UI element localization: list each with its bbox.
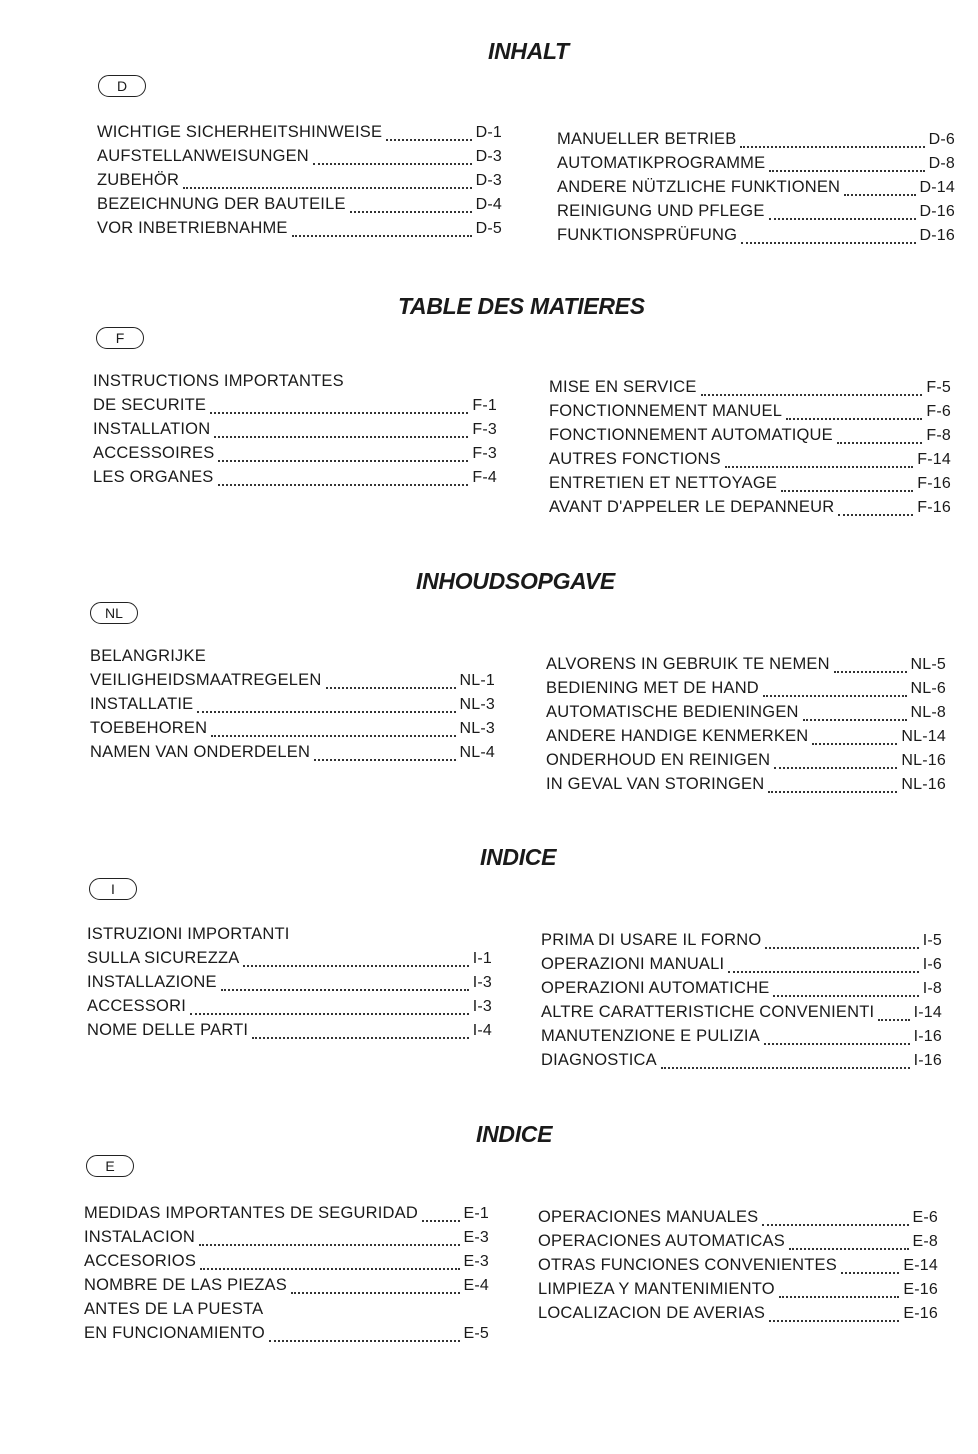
toc-entry	[93, 420, 497, 444]
section-title: INDICE	[480, 844, 557, 870]
toc-entry	[549, 474, 951, 498]
toc-entry	[538, 1304, 938, 1328]
dot-leader	[764, 1042, 910, 1045]
toc-entry-label: NOME DELLE PARTI	[87, 1021, 249, 1039]
toc-entry-page: I-14	[913, 1004, 942, 1021]
dot-leader	[701, 393, 923, 396]
toc-entry	[557, 178, 955, 202]
toc-entry-page: D-1	[475, 124, 502, 141]
toc-entry	[541, 1003, 942, 1027]
dot-leader	[386, 138, 471, 141]
toc-entry	[546, 655, 946, 679]
toc-entry-page: E-14	[903, 1257, 938, 1274]
dot-leader	[221, 988, 469, 991]
toc-entry	[97, 219, 502, 243]
toc-entry	[557, 202, 955, 226]
toc-entry-page: I-3	[472, 998, 492, 1015]
toc-left-column	[84, 1204, 489, 1348]
dot-leader	[781, 489, 913, 492]
toc-entry-page: NL-1	[459, 672, 495, 689]
toc-entry-label: ONDERHOUD EN REINIGEN	[546, 751, 771, 769]
toc-entry	[541, 931, 942, 955]
dot-leader	[211, 734, 455, 737]
dot-leader	[210, 411, 468, 414]
toc-entry-label: ANTES DE LA PUESTA	[84, 1300, 264, 1318]
toc-entry-page: E-6	[912, 1209, 938, 1226]
toc-entry-page: F-4	[472, 469, 497, 486]
dot-leader	[197, 710, 455, 713]
toc-entry-page: NL-4	[459, 744, 495, 761]
toc-entry-page: E-1	[463, 1205, 489, 1222]
toc-entry-page: F-16	[917, 475, 951, 492]
toc-entry	[90, 743, 495, 767]
dot-leader	[765, 946, 918, 949]
dot-leader	[838, 513, 913, 516]
toc-entry-label: ANDERE NÜTZLICHE FUNKTIONEN	[557, 178, 841, 196]
dot-leader	[243, 964, 468, 967]
dot-leader	[803, 718, 907, 721]
toc-entry-page: NL-14	[901, 728, 946, 745]
toc-entry-label: DE SECURITE	[93, 396, 207, 414]
toc-entry	[87, 925, 492, 949]
toc-left-column	[97, 123, 502, 243]
toc-entry-label: TOEBEHOREN	[90, 719, 208, 737]
dot-leader	[291, 1291, 460, 1294]
toc-entry-label: OPERACIONES AUTOMATICAS	[538, 1232, 785, 1250]
language-badge: I	[89, 878, 137, 900]
dot-leader	[789, 1247, 909, 1250]
toc-entry	[93, 396, 497, 420]
toc-entry	[557, 130, 955, 154]
toc-entry-page: NL-16	[901, 776, 946, 793]
toc-entry	[90, 671, 495, 695]
toc-entry-label: LIMPIEZA Y MANTENIMIENTO	[538, 1280, 775, 1298]
dot-leader	[294, 942, 488, 943]
toc-entry-label: OPERAZIONI AUTOMATICHE	[541, 979, 770, 997]
toc-entry	[549, 402, 951, 426]
toc-entry-label: ACCESSOIRES	[93, 444, 215, 462]
toc-entry-page: D-5	[475, 220, 502, 237]
toc-entry-label: ANDERE HANDIGE KENMERKEN	[546, 727, 809, 745]
dot-leader	[763, 694, 907, 697]
toc-entry-label: AVANT D'APPELER LE DEPANNEUR	[549, 498, 835, 516]
toc-entry-label: VEILIGHEIDSMAATREGELEN	[90, 671, 322, 689]
dot-leader	[267, 1317, 485, 1318]
toc-entry-label: SULLA SICUREZZA	[87, 949, 240, 967]
toc-entry-page: E-16	[903, 1305, 938, 1322]
dot-leader	[779, 1295, 900, 1298]
toc-left-column	[93, 372, 497, 492]
section-title: TABLE DES MATIERES	[398, 293, 645, 319]
toc-entry-page: E-8	[912, 1233, 938, 1250]
toc-entry-label: BEDIENING MET DE HAND	[546, 679, 759, 697]
toc-entry	[546, 751, 946, 775]
toc-entry-label: NAMEN VAN ONDERDELEN	[90, 743, 311, 761]
toc-entry-page: I-4	[472, 1022, 492, 1039]
toc-entry	[84, 1276, 489, 1300]
dot-leader	[837, 441, 923, 444]
dot-leader	[190, 1012, 469, 1015]
toc-entry	[87, 973, 492, 997]
toc-entry-label: FUNKTIONSPRÜFUNG	[557, 226, 738, 244]
toc-entry-page: F-1	[472, 397, 497, 414]
dot-leader	[741, 241, 915, 244]
dot-leader	[350, 210, 472, 213]
dot-leader	[740, 145, 924, 148]
toc-entry-label: NOMBRE DE LAS PIEZAS	[84, 1276, 287, 1294]
dot-leader	[313, 162, 472, 165]
toc-entry	[541, 955, 942, 979]
toc-entry	[87, 1021, 492, 1045]
section-title: INHALT	[488, 38, 569, 64]
toc-entry-label: OPERAZIONI MANUALI	[541, 955, 725, 973]
toc-entry	[84, 1228, 489, 1252]
toc-entry-label: IN GEVAL VAN STORINGEN	[546, 775, 765, 793]
toc-right-column	[546, 655, 946, 799]
toc-entry-label: FONCTIONNEMENT MANUEL	[549, 402, 783, 420]
toc-entry	[549, 450, 951, 474]
toc-entry	[546, 727, 946, 751]
toc-entry-label: LOCALIZACION DE AVERIAS	[538, 1304, 766, 1322]
toc-entry-page: I-1	[472, 950, 492, 967]
dot-leader	[841, 1271, 899, 1274]
toc-entry-label: ISTRUZIONI IMPORTANTI	[87, 925, 290, 943]
toc-entry	[557, 226, 955, 250]
toc-entry-page: NL-8	[910, 704, 946, 721]
language-badge: E	[86, 1155, 134, 1177]
dot-leader	[183, 186, 472, 189]
toc-entry-page: D-16	[919, 227, 955, 244]
dot-leader	[762, 1223, 908, 1226]
toc-entry-page: I-5	[922, 932, 942, 949]
dot-leader	[200, 1267, 459, 1270]
toc-entry	[549, 498, 951, 522]
toc-entry-page: F-3	[472, 421, 497, 438]
toc-entry	[541, 1027, 942, 1051]
toc-entry	[549, 426, 951, 450]
toc-entry-page: F-5	[926, 379, 951, 396]
toc-entry-label: REINIGUNG UND PFLEGE	[557, 202, 765, 220]
toc-entry-page: E-5	[463, 1325, 489, 1342]
language-badge: D	[98, 75, 146, 97]
toc-entry-page: D-3	[475, 148, 502, 165]
toc-entry-label: LES ORGANES	[93, 468, 214, 486]
toc-entry-page: E-16	[903, 1281, 938, 1298]
toc-entry-label: ENTRETIEN ET NETTOYAGE	[549, 474, 778, 492]
toc-right-column	[549, 378, 951, 522]
toc-entry-page: D-6	[928, 131, 955, 148]
toc-entry	[97, 195, 502, 219]
dot-leader	[769, 1319, 899, 1322]
toc-entry-label: BELANGRIJKE	[90, 647, 206, 665]
toc-entry-page: NL-3	[459, 720, 495, 737]
toc-entry-page: F-8	[926, 427, 951, 444]
toc-entry-label: INSTALLAZIONE	[87, 973, 217, 991]
toc-entry-label: AUTOMATIKPROGRAMME	[557, 154, 766, 172]
toc-entry	[84, 1204, 489, 1228]
toc-entry	[93, 468, 497, 492]
toc-entry-page: D-3	[475, 172, 502, 189]
toc-left-column	[87, 925, 492, 1045]
toc-entry-label: OTRAS FUNCIONES CONVENIENTES	[538, 1256, 837, 1274]
toc-entry-label: MANUELLER BETRIEB	[557, 130, 737, 148]
toc-entry	[87, 997, 492, 1021]
toc-entry	[538, 1208, 938, 1232]
toc-entry-label: INSTALACION	[84, 1228, 195, 1246]
toc-entry-page: F-16	[917, 499, 951, 516]
toc-entry	[93, 444, 497, 468]
toc-entry-page: NL-16	[901, 752, 946, 769]
section-title: INDICE	[476, 1121, 553, 1147]
toc-entry-page: E-3	[463, 1229, 489, 1246]
dot-leader	[769, 169, 924, 172]
toc-entry-page: F-6	[926, 403, 951, 420]
toc-entry-page: E-3	[463, 1253, 489, 1270]
toc-entry-page: I-3	[472, 974, 492, 991]
toc-entry	[93, 372, 497, 396]
dot-leader	[218, 459, 468, 462]
toc-entry	[557, 154, 955, 178]
toc-entry-page: I-16	[913, 1052, 942, 1069]
toc-entry-label: INSTALLATION	[93, 420, 211, 438]
toc-entry-page: D-4	[475, 196, 502, 213]
toc-entry-page: F-3	[472, 445, 497, 462]
dot-leader	[269, 1339, 460, 1342]
toc-entry-page: I-16	[913, 1028, 942, 1045]
section-title: INHOUDSOPGAVE	[416, 568, 615, 594]
toc-entry	[84, 1252, 489, 1276]
toc-entry	[90, 647, 495, 671]
toc-entry	[546, 679, 946, 703]
toc-entry-label: WICHTIGE SICHERHEITSHINWEISE	[97, 123, 383, 141]
toc-entry	[90, 695, 495, 719]
toc-entry-label: INSTRUCTIONS IMPORTANTES	[93, 372, 344, 390]
toc-entry-label: ACCESORIOS	[84, 1252, 197, 1270]
toc-entry-label: PRIMA DI USARE IL FORNO	[541, 931, 762, 949]
toc-entry-label: MEDIDAS IMPORTANTES DE SEGURIDAD	[84, 1204, 418, 1222]
dot-leader	[786, 417, 922, 420]
dot-leader	[773, 994, 918, 997]
toc-entry	[549, 378, 951, 402]
toc-entry-label: ALVORENS IN GEBRUIK TE NEMEN	[546, 655, 830, 673]
dot-leader	[725, 465, 913, 468]
toc-entry	[541, 979, 942, 1003]
dot-leader	[878, 1018, 909, 1021]
toc-entry	[538, 1232, 938, 1256]
dot-leader	[422, 1219, 460, 1222]
toc-entry	[84, 1324, 489, 1348]
toc-entry-label: MANUTENZIONE E PULIZIA	[541, 1027, 760, 1045]
toc-entry-page: E-4	[463, 1277, 489, 1294]
toc-entry-page: I-6	[922, 956, 942, 973]
toc-entry-page: D-16	[919, 203, 955, 220]
dot-leader	[292, 234, 472, 237]
toc-entry-label: VOR INBETRIEBNAHME	[97, 219, 288, 237]
toc-entry-page: NL-5	[910, 656, 946, 673]
language-badge: NL	[90, 602, 138, 624]
toc-entry	[538, 1256, 938, 1280]
toc-right-column	[557, 130, 955, 250]
toc-entry-label: EN FUNCIONAMIENTO	[84, 1324, 265, 1342]
toc-entry-label: INSTALLATIE	[90, 695, 194, 713]
dot-leader	[252, 1036, 469, 1039]
toc-entry-page: NL-3	[459, 696, 495, 713]
toc-entry	[87, 949, 492, 973]
toc-entry	[541, 1051, 942, 1075]
toc-entry	[97, 123, 502, 147]
dot-leader	[348, 389, 493, 390]
toc-entry-label: AUFSTELLANWEISUNGEN	[97, 147, 309, 165]
dot-leader	[210, 664, 491, 665]
toc-entry-page: I-8	[922, 980, 942, 997]
toc-entry-label: ZUBEHÖR	[97, 171, 180, 189]
toc-entry	[84, 1300, 489, 1324]
toc-entry	[97, 147, 502, 171]
dot-leader	[768, 790, 897, 793]
toc-entry-page: D-14	[919, 179, 955, 196]
toc-entry-label: MISE EN SERVICE	[549, 378, 697, 396]
dot-leader	[314, 758, 455, 761]
dot-leader	[834, 670, 907, 673]
toc-entry-label: OPERACIONES MANUALES	[538, 1208, 759, 1226]
toc-entry-page: F-14	[917, 451, 951, 468]
toc-entry	[90, 719, 495, 743]
toc-entry-label: AUTRES FONCTIONS	[549, 450, 721, 468]
dot-leader	[214, 435, 468, 438]
toc-entry-label: BEZEICHNUNG DER BAUTEILE	[97, 195, 346, 213]
toc-entry-page: NL-6	[910, 680, 946, 697]
dot-leader	[218, 483, 469, 486]
toc-entry-label: ALTRE CARATTERISTICHE CONVENIENTI	[541, 1003, 875, 1021]
dot-leader	[661, 1066, 910, 1069]
toc-entry-label: FONCTIONNEMENT AUTOMATIQUE	[549, 426, 833, 444]
dot-leader	[769, 217, 916, 220]
toc-entry	[97, 171, 502, 195]
dot-leader	[812, 742, 897, 745]
toc-entry-label: AUTOMATISCHE BEDIENINGEN	[546, 703, 799, 721]
dot-leader	[326, 686, 456, 689]
toc-entry	[546, 775, 946, 799]
toc-left-column	[90, 647, 495, 767]
toc-entry-page: D-8	[928, 155, 955, 172]
language-badge: F	[96, 327, 144, 349]
dot-leader	[844, 193, 915, 196]
toc-right-column	[541, 931, 942, 1075]
dot-leader	[774, 766, 897, 769]
toc-entry-label: DIAGNOSTICA	[541, 1051, 657, 1069]
toc-entry	[546, 703, 946, 727]
toc-entry-label: ACCESSORI	[87, 997, 186, 1015]
dot-leader	[199, 1243, 460, 1246]
toc-entry	[538, 1280, 938, 1304]
dot-leader	[728, 970, 918, 973]
toc-right-column	[538, 1208, 938, 1328]
